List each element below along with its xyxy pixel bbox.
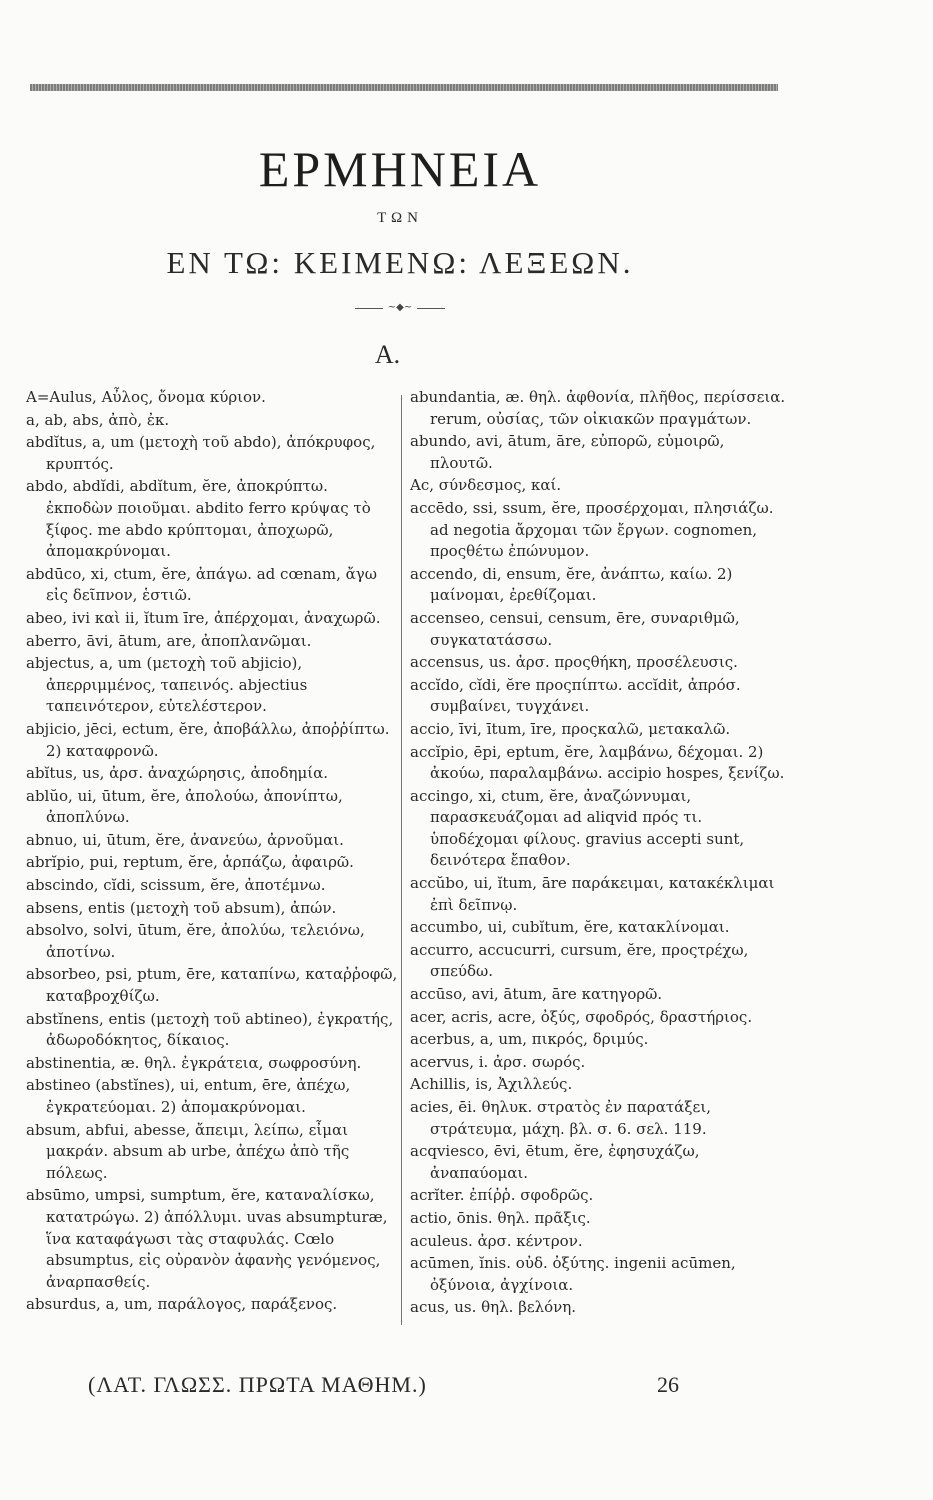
dictionary-entry: abnuo, ui, ūtum, ĕre, ἀνανεύω, ἀρνοῦμαι. <box>26 830 344 849</box>
dictionary-entry: accurro, accucurri, cursum, ĕre, προςτρέχω, σπεύδω. <box>410 940 749 981</box>
dictionary-entry: aberro, āvi, ātum, are, ἀποπλανῶμαι. <box>26 631 312 650</box>
dictionary-entry: acqviesco, ēvi, ētum, ĕre, ἐφησυχάζω, ἀναπαύομαι. <box>410 1142 700 1182</box>
dictionary-entry: absūmo, umpsi, sumptum, ĕre, καταναλίσκω, κατατρώγω. 2) ἀπόλλυμι. uvas absumpturæ, ἵνα καταφάγωσι τὰς σταφυλάς. Cœlo absumptus, εἰς οὐρανὸν ἀφανὴς γενόμενος, ἀναρπασθείς. <box>26 1186 388 1291</box>
dictionary-entry: accūso, avi, ātum, āre κατηγορῶ. <box>410 985 663 1004</box>
running-foot: (ΛΑΤ. ΓΛΩΣΣ. ΠΡΩΤΑ ΜΑΘΗΜ.) <box>88 1372 427 1397</box>
dictionary-entry: actio, ōnis. θηλ. πρᾶξις. <box>410 1208 591 1227</box>
dictionary-entry: abdūco, xi, ctum, ĕre, ἀπάγω. ad cœnam, ἄγω εἰς δεῖπνον, ἑστιῶ. <box>26 564 377 605</box>
dictionary-entry: accenseo, censui, censum, ēre, συναριθμῶ, συγκατατάσσω. <box>410 608 740 649</box>
column-divider <box>401 395 402 1325</box>
right-column <box>410 387 788 1320</box>
dictionary-entry: acerbus, a, um, πικρός, δριμύς. <box>410 1030 649 1049</box>
dictionary-entry: A=Aulus, Αὖλος, ὄνομα κύριον. <box>26 388 266 406</box>
dictionary-entry: acies, ēi. θηλυκ. στρατὸς ἐν παρατάξει, στράτευμα, μάχη. βλ. σ. 6. σελ. 119. <box>410 1098 711 1138</box>
section-letter: A. <box>374 340 401 369</box>
dictionary-entry: abjectus, a, um (μετοχὴ τοῦ abjicio), ἀπερριμμένος, ταπεινός. abjectius ταπεινότερον, εὐτελέστερον. <box>26 654 308 716</box>
dictionary-entry: acūmen, ĭnis. οὐδ. ὀξύτης. ingenii acūmen, ὀξύνοια, ἀγχίνοια. <box>410 1254 736 1294</box>
dictionary-entry: abjicio, jēci, ectum, ĕre, ἀποβάλλω, ἀποῤῥίπτω. 2) καταφρονῶ. <box>26 719 390 760</box>
dictionary-entry: accensus, us. ἀρσ. προςθήκη, προσέλευσις. <box>410 653 738 672</box>
dictionary-entry: abdo, abdĭdi, abdĭtum, ĕre, ἀποκρύπτω. ἐκποδὼν ποιοῦμαι. abdito ferro κρύψας τὸ ξίφος. me abdo κρύπτομαι, ἀποχωρῶ, ἀπομακρύνομαι. <box>26 477 371 561</box>
dictionary-entry: Ac, σύνδεσμος, καί. <box>410 476 562 495</box>
dictionary-entry: abscindo, cĭdi, scissum, ĕre, ἀποτέμνω. <box>26 876 326 895</box>
dictionary-entry: accēdo, ssi, ssum, ĕre, προσέρχομαι, πλησιάζω. ad negotia ἄρχομαι τῶν ἔργων. cognomen, προςθέτω ἐπώνυμον. <box>410 498 774 561</box>
dictionary-entry: abstĭnens, entis (μετοχὴ τοῦ abtineo), ἐγκρατής, ἀδωροδόκητος, δίκαιος. <box>26 1009 394 1050</box>
dictionary-entry: Achillis, is, Ἀχιλλεύς. <box>410 1075 573 1094</box>
dictionary-entry: aculeus. ἀρσ. κέντρον. <box>410 1231 583 1250</box>
dictionary-entry: acrĭter. ἐπίῤῥ. σφοδρῶς. <box>410 1186 594 1205</box>
dictionary-entry: acus, us. θηλ. βελόνη. <box>410 1298 577 1317</box>
dictionary-entry: accio, īvi, ītum, īre, προςκαλῶ, μετακαλῶ. <box>410 719 731 738</box>
dictionary-entry: abundantia, æ. θηλ. ἀφθονία, πλῆθος, περίσσεια. rerum, οὐσίας, τῶν οἰκιακῶν πραγμάτων. <box>410 388 786 428</box>
dictionary-entry: abrĭpio, pui, reptum, ĕre, ἁρπάζω, ἀφαιρῶ. <box>26 853 354 872</box>
dictionary-entry: absum, abfui, abesse, ἄπειμι, λείπω, εἶμαι μακράν. absum ab urbe, ἀπέχω ἀπὸ τῆς πόλεως. <box>26 1120 350 1182</box>
dictionary-entry: abdĭtus, a, um (μετοχὴ τοῦ abdo), ἀπόκρυφος, κρυπτός. <box>26 433 376 473</box>
dictionary-entry: a, ab, abs, ἀπὸ, ἐκ. <box>26 410 170 429</box>
page-subtitle: ΤΩΝ <box>377 210 423 226</box>
dictionary-entry: accendo, di, ensum, ĕre, ἀνάπτω, καίω. 2) μαίνομαι, ἐρεθίζομαι. <box>410 564 733 605</box>
dictionary-entry: accĭdo, cĭdi, ĕre προςπίπτω. accĭdit, ἀπρόσ. συμβαίνει, τυγχάνει. <box>410 675 741 716</box>
dictionary-entry: acer, acris, acre, ὀξύς, σφοδρός, δραστήριος. <box>410 1007 753 1026</box>
dictionary-entry: absens, entis (μετοχὴ τοῦ absum), ἀπών. <box>26 898 337 917</box>
dictionary-entry: ablŭo, ui, ūtum, ĕre, ἀπολούω, ἀπονίπτω, ἀποπλύνω. <box>26 786 343 827</box>
dictionary-entry: abeo, ivi καὶ ii, ĭtum īre, ἀπέρχομαι, ἀναχωρῶ. <box>26 608 381 627</box>
dictionary-entry: accingo, xi, ctum, ĕre, ἀναζώννυμαι, παρασκευάζομαι ad aliqvid πρός τι. ὑποδέχομαι φίλους. gravius accepti sunt, δεινότερα ἔπαθον. <box>410 786 745 870</box>
page-subtitle-line2: ΕΝ ΤΩ: ΚΕΙΜΕΝΩ: ΛΕΞΕΩΝ. <box>166 245 634 280</box>
page-title: ΕΡΜΗΝΕΙΑ <box>258 141 542 197</box>
dictionary-entry: absorbeo, psi, ptum, ēre, καταπίνω, καταῤῥοφῶ, καταβροχθίζω. <box>26 965 398 1006</box>
dictionary-entry: abundo, avi, ātum, āre, εὐπορῶ, εὐμοιρῶ, πλουτῶ. <box>410 432 725 472</box>
dictionary-entry: acervus, i. ἀρσ. σωρός. <box>410 1052 586 1071</box>
dictionary-entry: abĭtus, us, ἀρσ. ἀναχώρησις, ἀποδημία. <box>26 764 329 783</box>
dictionary-entry: accŭbo, ui, ĭtum, āre παράκειμαι, κατακέκλιμαι ἐπὶ δεῖπνῳ. <box>410 874 775 914</box>
dictionary-entry: accumbo, ui, cubĭtum, ĕre, κατακλίνομαι. <box>410 918 730 937</box>
left-column <box>26 387 398 1317</box>
dictionary-entry: accĭpio, ēpi, eptum, ĕre, λαμβάνω, δέχομαι. 2) ἀκούω, παραλαμβάνω. accipio hospes, ξενίζω. <box>410 742 785 783</box>
dictionary-entry: abstineo (abstĭnes), ui, entum, ēre, ἀπέχω, ἐγκρατεύομαι. 2) ἀπομακρύνομαι. <box>26 1076 351 1116</box>
ornament-divider: ~◆~ <box>355 302 445 313</box>
dictionary-entry: absurdus, a, um, παράλογος, παράξενος. <box>26 1295 338 1314</box>
dictionary-entry: absolvo, solvi, ūtum, ĕre, ἀπολύω, τελειόνω, ἀποτίνω. <box>26 921 365 961</box>
dictionary-entry: abstinentia, æ. θηλ. ἐγκράτεια, σωφροσύνη. <box>26 1053 362 1072</box>
page-number: 26 <box>657 1372 679 1397</box>
top-rule <box>30 84 778 91</box>
